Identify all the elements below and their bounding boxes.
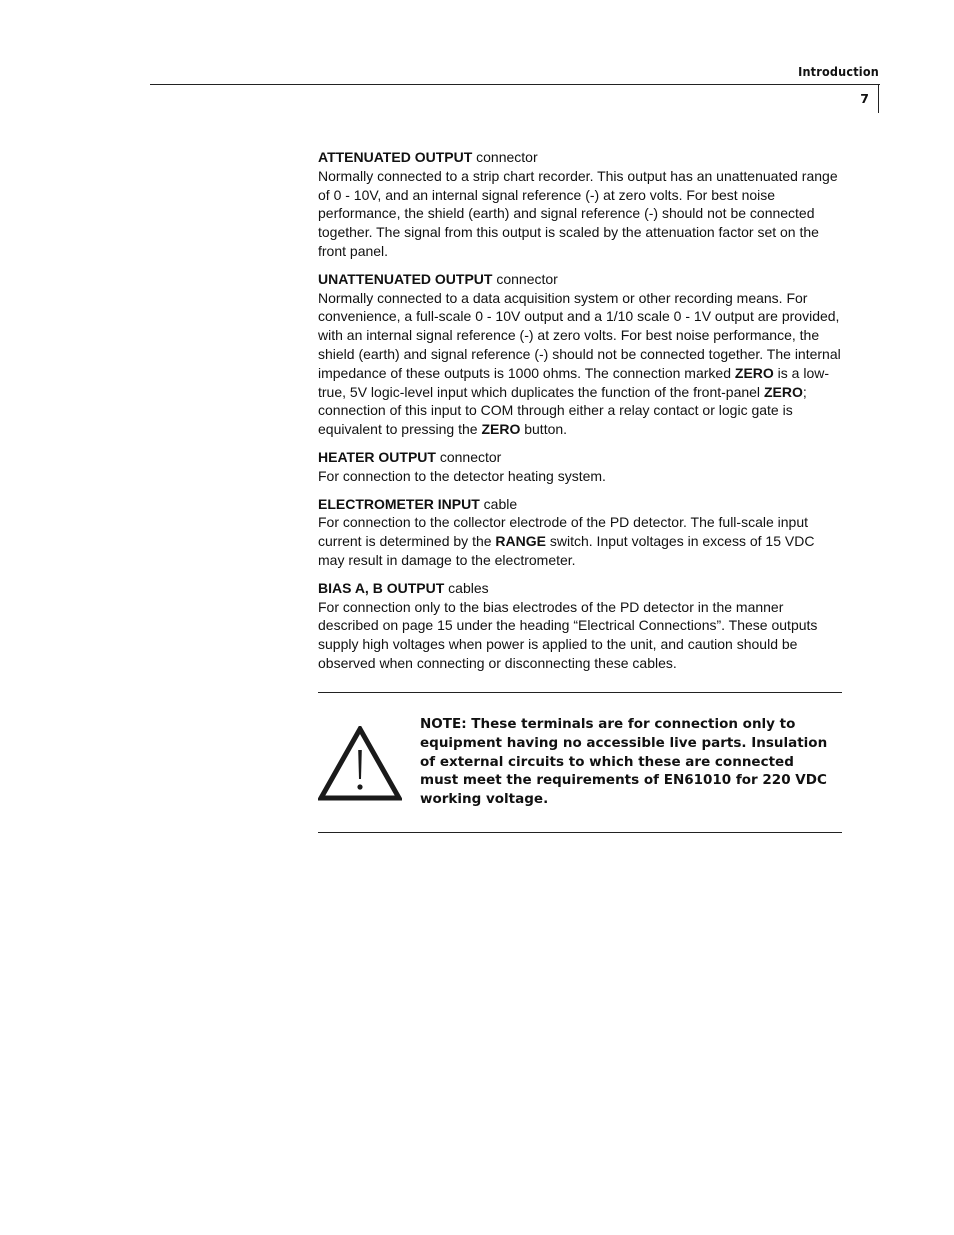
section-heading (318, 495, 844, 514)
body-text: Normally connected to a data acquisition system or other recording means. For convenience, a full-scale 0 - 10V output and a 1/10 scale 0 - 1V output are provided, with an internal signal reference (-) at zero volts. For best noise performance, the shield (earth) and signal reference (-) should not be connected together. The internal impedance of these outputs is 1000 ohms. The connection marked (318, 289, 841, 381)
section-body: For connection only to the bias electrodes of the PD detector in the manner described on page 15 under the heading “Electrical Connections”. These outputs supply high voltages when power is applied to the unit, and caution should be observed when connecting or disconnecting these cables. (318, 598, 818, 671)
range-keyword: RANGE (495, 533, 546, 550)
zero-keyword: ZERO (481, 421, 521, 438)
heading-suffix: connector (435, 448, 502, 465)
zero-keyword: ZERO (763, 383, 803, 400)
section-heading (318, 579, 844, 598)
section-heading (318, 270, 844, 289)
section-attenuated-output (318, 148, 844, 261)
page-number: 7 (860, 91, 869, 106)
section-heading (318, 448, 844, 467)
warning-bottom-rule (318, 832, 842, 833)
section-unattenuated-output (318, 270, 844, 439)
section-body: For connection to the detector heating system. (318, 467, 606, 484)
heading-suffix: connector (492, 270, 558, 287)
zero-keyword: ZERO (734, 364, 774, 381)
section-heater-output (318, 448, 844, 486)
heading-suffix: cable (479, 495, 518, 512)
section-electrometer-input (318, 495, 844, 570)
heading-bold: HEATER OUTPUT (318, 448, 436, 465)
section-body: Normally connected to a strip chart recorder. This output has an unattenuated range of 0 - 10V, and an internal signal reference (-) at zero volts. For best noise performance, the shield (earth) and signal reference (-) should not be connected together. The signal from this output is scaled by the attenuation factor set on the front panel. (318, 167, 838, 259)
section-body (318, 513, 844, 569)
body-text: ; connection of this input to COM through either a relay contact or logic gate is equivalent to pressing the (318, 383, 807, 438)
running-header-title: Introduction (798, 64, 879, 79)
body-text: For connection to the collector electrode of the PD detector. The full-scale input current is determined by the (318, 514, 809, 550)
section-body (318, 289, 844, 439)
warning-top-rule (318, 692, 842, 693)
heading-bold: ELECTROMETER INPUT (318, 495, 480, 512)
body-text: button. (520, 421, 568, 438)
header-rule (150, 84, 880, 85)
heading-suffix: cables (444, 579, 489, 596)
heading-bold: BIAS A, B OUTPUT (318, 579, 445, 596)
heading-bold: UNATTENUATED OUTPUT (318, 270, 493, 287)
page-number-rule (878, 84, 879, 113)
section-bias-output (318, 579, 844, 673)
warning-note: NOTE: These terminals are for connection only to equipment having no accessible live parts. Insulation of external circuits to which these are connected must meet the requirements of EN61010 for 220 VDC working voltage. (420, 716, 828, 808)
heading-suffix: connector (472, 149, 538, 165)
main-content (318, 148, 844, 682)
heading-bold: ATTENUATED OUTPUT (318, 149, 473, 165)
section-heading (318, 148, 844, 167)
warning-triangle-icon (318, 726, 402, 802)
body-text: switch. Input voltages in excess of 15 VDC may result in damage to the electrometer. (318, 533, 815, 568)
body-text: is a low-true, 5V logic-level input which duplicates the function of the front-panel (318, 364, 830, 400)
